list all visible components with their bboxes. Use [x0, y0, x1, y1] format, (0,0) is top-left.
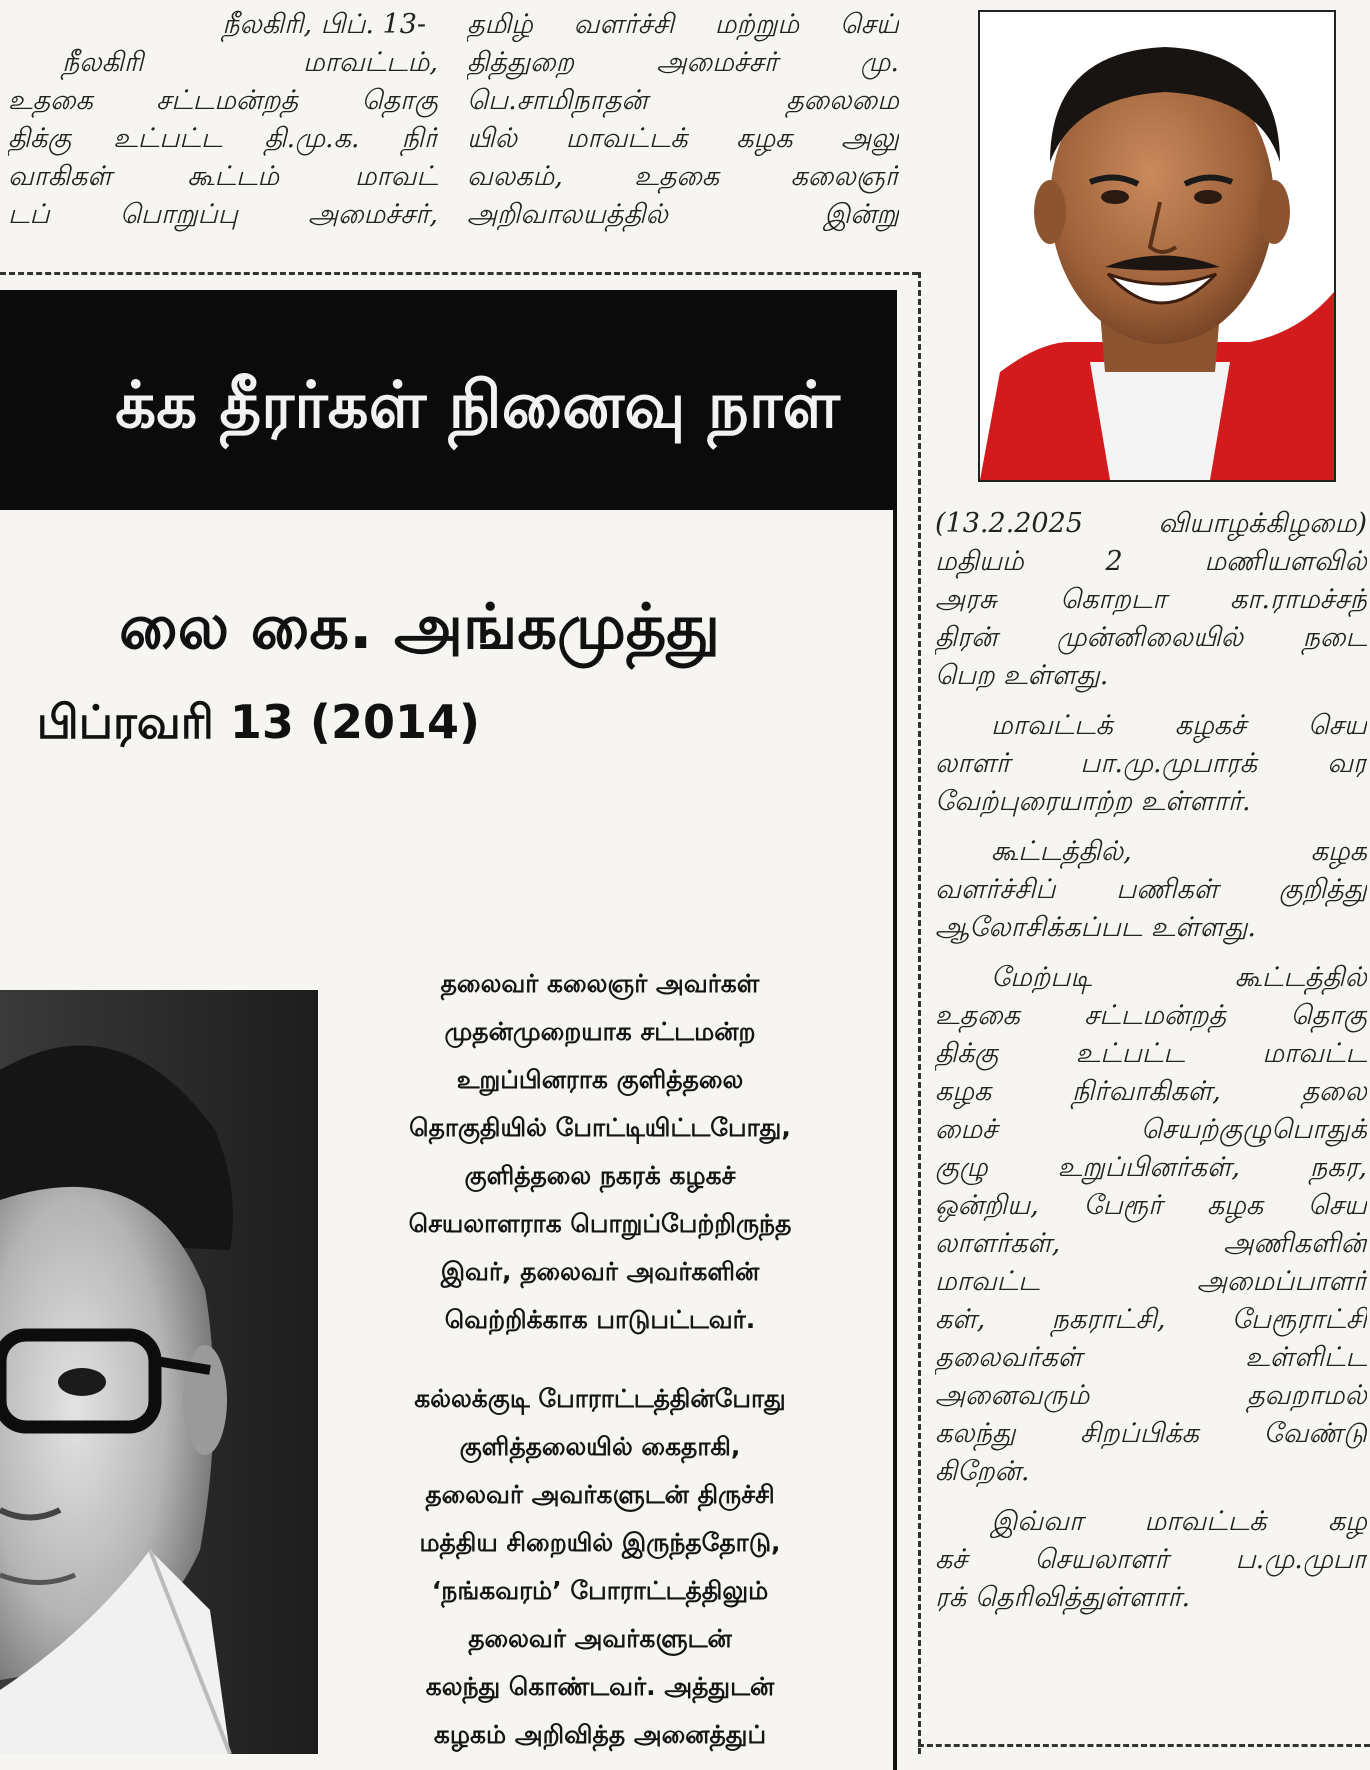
article-line: ஆலோசிக்கப்பட உள்ளது.: [935, 912, 1256, 943]
memorial-banner: [0, 290, 897, 510]
article-line: திரன் முன்னிலையில் நடை: [935, 622, 1367, 653]
bio-line: செயலாளராக பொறுப்பேற்றிருந்த: [408, 1209, 792, 1238]
article-line: உதகை சட்டமன்றத் தொகு: [8, 85, 438, 116]
article-line: வளர்ச்சிப் பணிகள் குறித்து: [935, 874, 1367, 905]
paragraph: [935, 505, 1367, 695]
dateline: நீலகிரி, பிப். 13-: [222, 9, 426, 40]
bio-line: முதன்முறையாக சட்டமன்ற: [444, 1017, 756, 1046]
article-line: ஒன்றிய, பேரூர் கழக செய: [935, 1190, 1367, 1221]
article-line: மைச் செயற்குழுபொதுக்: [935, 1114, 1367, 1145]
article-line: அரசு கொறடா கா.ராமச்சந்: [935, 584, 1367, 615]
right-column-article: [935, 505, 1367, 1629]
article-line: குழு உறுப்பினர்கள், நகர,: [935, 1152, 1367, 1183]
article-line: கலந்து சிறப்பிக்க வேண்டு: [935, 1418, 1367, 1449]
article-line: அறிவாலயத்தில் இன்று: [467, 199, 899, 230]
bio-line: தலைவர் அவர்களுடன் திருச்சி: [425, 1480, 775, 1509]
article-line: மாவட்ட அமைப்பாளர்: [935, 1266, 1367, 1297]
article-line: வலகம், உதகை கலைஞர்: [467, 161, 899, 192]
article-column-2: [467, 6, 899, 234]
paragraph: [935, 707, 1367, 821]
article-line: உதகை சட்டமன்றத் தொகு: [935, 1000, 1367, 1031]
bio-line: இவர், தலைவர் அவர்களின்: [440, 1257, 760, 1286]
banner-title: க்க தீரர்கள் நினைவு நாள்: [115, 368, 840, 443]
bio-line: ‘நங்கவரம்’ போராட்டத்திலும்: [431, 1576, 769, 1605]
article-line: மதியம் 2 மணியளவில்: [935, 546, 1367, 577]
article-line: மேற்படி கூட்டத்தில்: [991, 962, 1367, 993]
article-line: பெ.சாமிநாதன் தலைமை: [467, 85, 899, 116]
article-line: மாவட்டக் கழகச் செய: [991, 710, 1367, 741]
article-line: டப் பொறுப்பு அமைச்சர்,: [8, 199, 438, 230]
bio-line: தலைவர் அவர்களுடன்: [468, 1624, 732, 1653]
paragraph: [935, 1503, 1367, 1617]
article-line: கிறேன்.: [935, 1456, 1030, 1487]
bio-line: குளித்தலை நகரக் கழகச்: [464, 1161, 736, 1190]
minister-photo: [978, 10, 1336, 482]
bio-paragraph-2: [330, 1375, 870, 1759]
article-line: தலைவர்கள் உள்ளிட்ட: [935, 1342, 1367, 1373]
person-dates: பிப்ரவரி 13 (2014): [36, 695, 480, 749]
bio-line: தலைவர் கலைஞர் அவர்கள்: [440, 969, 760, 998]
article-line: (13.2.2025 வியாழக்கிழமை): [935, 508, 1367, 539]
article-line: வாகிகள் கூட்டம் மாவட்: [8, 161, 438, 192]
separator-horizontal-bottom: [918, 1744, 1370, 1747]
bio-paragraph-1: [330, 960, 870, 1344]
portrait-image: [0, 990, 318, 1754]
article-line: வேற்புரையாற்ற உள்ளார்.: [935, 786, 1251, 817]
article-line: கச் செயலாளர் ப.மு.முபா: [935, 1544, 1367, 1575]
article-line: நீலகிரி மாவட்டம்,: [62, 47, 438, 78]
article-line: தித்துறை அமைச்சர் மு.: [467, 47, 899, 78]
article-line: அனைவரும் தவறாமல்: [935, 1380, 1367, 1411]
bio-line: தொகுதியில் போட்டியிட்டபோது,: [409, 1113, 791, 1142]
bio-line: கல்லக்குடி போராட்டத்தின்போது: [414, 1384, 786, 1413]
article-line: லாளர்கள், அணிகளின்: [935, 1228, 1367, 1259]
article-line: கள், நகராட்சி, பேரூராட்சி: [935, 1304, 1367, 1335]
article-line: ரக் தெரிவித்துள்ளார்.: [935, 1582, 1191, 1613]
bio-line: உறுப்பினராக குளித்தலை: [456, 1065, 744, 1094]
article-line: கழக நிர்வாகிகள், தலை: [935, 1076, 1367, 1107]
bio-line: மத்திய சிறையில் இருந்ததோடு,: [419, 1528, 781, 1557]
article-line: திக்கு உட்பட்ட தி.மு.க. நிர்: [8, 123, 438, 154]
bio-line: கலந்து கொண்டவர். அத்துடன்: [425, 1672, 775, 1701]
paragraph: [935, 959, 1367, 1491]
bio-line: குளித்தலையில் கைதாகி,: [459, 1432, 741, 1461]
separator-horizontal: [0, 272, 918, 275]
person-name: லை கை. அங்கமுத்து: [118, 590, 720, 663]
article-line: கூட்டத்தில், கழக: [991, 836, 1367, 867]
portrait-photo: [0, 990, 318, 1754]
article-line: பெற உள்ளது.: [935, 660, 1109, 691]
bio-line: கழகம் அறிவித்த அனைத்துப்: [433, 1720, 767, 1749]
article-line: யில் மாவட்டக் கழக அலு: [467, 123, 899, 154]
article-line: இவ்வா மாவட்டக் கழ: [991, 1506, 1367, 1537]
article-line: திக்கு உட்பட்ட மாவட்ட: [935, 1038, 1367, 1069]
minister-portrait-image: [980, 12, 1334, 480]
article-column-1: [8, 6, 438, 234]
bio-line: வெற்றிக்காக பாடுபட்டவர்.: [444, 1305, 756, 1334]
separator-vertical: [918, 272, 921, 1754]
article-line: லாளர் பா.மு.முபாரக் வர: [935, 748, 1367, 779]
article-line: தமிழ் வளர்ச்சி மற்றும் செய்: [467, 9, 899, 40]
paragraph: [935, 833, 1367, 947]
